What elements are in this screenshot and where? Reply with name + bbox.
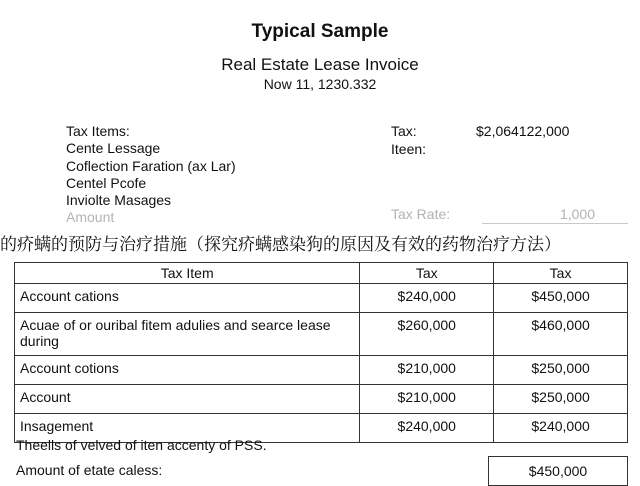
total-amount-value: $450,000 (488, 456, 628, 486)
iteen-label: Iteen: (391, 141, 427, 157)
tax-label: Tax: (391, 123, 417, 139)
table-cell: $260,000 (360, 313, 494, 356)
detail-item: Tax Items: (66, 123, 130, 139)
invoice-subtitle: Real Estate Lease Invoice (221, 55, 419, 74)
table-row (15, 313, 628, 356)
tax-value: $2,064122,000 (476, 123, 570, 139)
column-header-tax: Tax (494, 263, 628, 284)
amount-label: Amount (66, 209, 115, 226)
table-cell: $460,000 (494, 313, 628, 356)
invoice-title: Typical Sample (251, 21, 389, 42)
tax-rate-underline (482, 223, 628, 224)
table-cell: $240,000 (360, 414, 494, 443)
table-cell: $210,000 (360, 356, 494, 385)
tax-items-table (14, 262, 628, 443)
table-cell: $450,000 (494, 284, 628, 313)
detail-item: Coflection Faration (ax Lar) (66, 157, 236, 174)
table-cell: Account (15, 385, 360, 414)
column-header-tax-item: Tax Item (15, 263, 360, 284)
table-row (15, 356, 628, 385)
detail-items (66, 123, 236, 227)
table-cell: Acuae of or ouribal fitem adulies and searce lease during (15, 313, 360, 356)
table-cell: Insagement (15, 414, 360, 443)
invoice-date: Now 11, 1230.332 (263, 76, 377, 92)
detail-item: Inviolte Masages (66, 192, 172, 209)
table-cell: $240,000 (360, 284, 494, 313)
table-cell: Account cotions (15, 356, 360, 385)
overlay-banner-text: 的疥螨的预防与治疗措施（探究疥螨感染狗的原因及有效的药物治疗方法） (0, 235, 561, 254)
table-cell: $250,000 (494, 356, 628, 385)
footnote: Theells of velved of iten accenty of PSS. (16, 437, 267, 453)
detail-item: Cente Lessage (66, 140, 161, 157)
table-cell: $210,000 (360, 385, 494, 414)
column-header-tax: Tax (360, 263, 494, 284)
table-row (15, 385, 628, 414)
table-header-row (15, 263, 628, 284)
total-amount-label: Amount of etate caless: (16, 462, 163, 478)
detail-item: Centel Pcofe (66, 174, 147, 191)
tax-rate-value: 1,000 (559, 206, 595, 222)
table-cell: Account cations (15, 284, 360, 313)
table-row (15, 284, 628, 313)
table-cell: $250,000 (494, 385, 628, 414)
tax-rate-label: Tax Rate: (391, 206, 451, 222)
table-cell: $240,000 (494, 414, 628, 443)
